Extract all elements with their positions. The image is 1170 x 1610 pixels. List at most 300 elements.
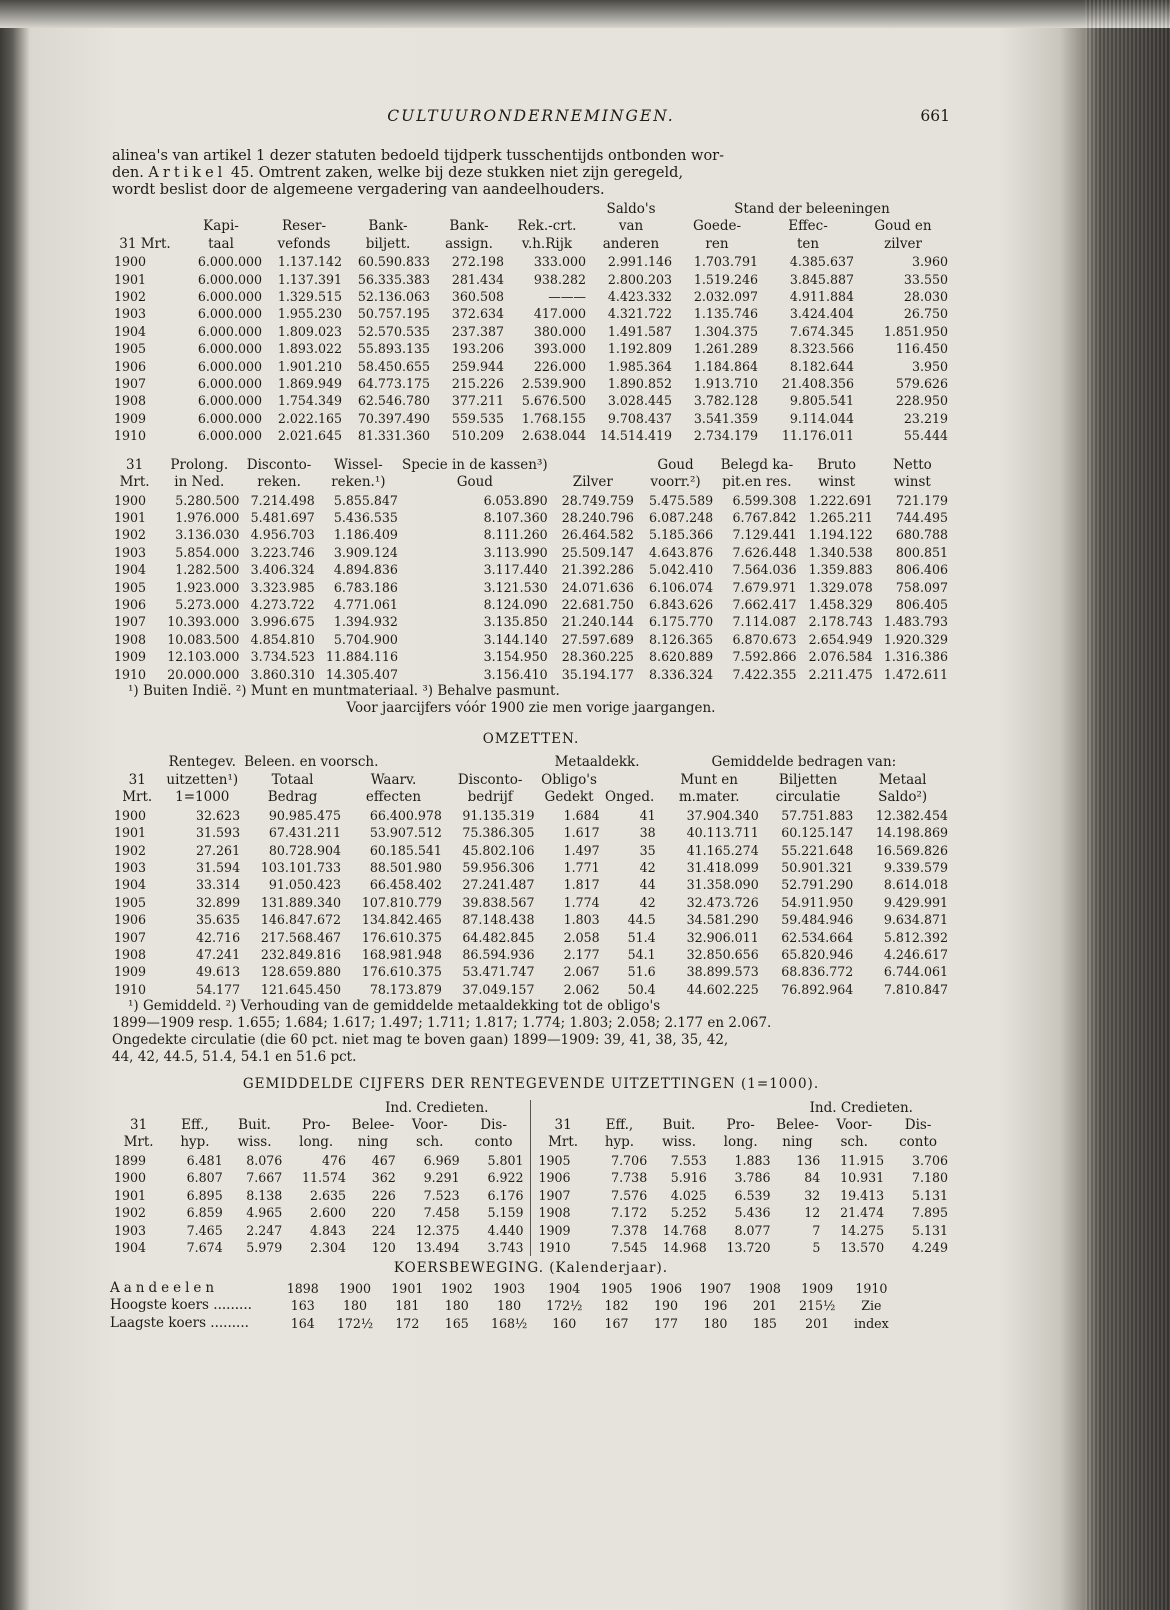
koers-high-cell: 163: [290, 1298, 315, 1314]
koers-high-cell: Zie: [861, 1298, 882, 1314]
year-cell: 1902: [114, 289, 147, 305]
value-cell: 28.749.759: [561, 492, 634, 508]
header-cell: Belee-: [776, 1117, 819, 1134]
year-cell: 1900: [114, 254, 147, 270]
value-cell: 333.000: [533, 254, 586, 270]
value-cell: 21.392.286: [561, 562, 634, 578]
value-cell: 4.956.703: [250, 527, 315, 543]
value-cell: 52.570.535: [357, 323, 430, 339]
value-cell: 9.339.579: [883, 859, 948, 875]
value-cell: 758.097: [895, 579, 948, 595]
value-cell: 31.593: [196, 825, 241, 841]
value-cell: 62.546.780: [357, 393, 430, 409]
koers-aandeelen-label: Aandeelen: [110, 1279, 219, 1296]
value-cell: 10.931: [840, 1170, 885, 1186]
value-cell: 6.922: [487, 1170, 524, 1186]
header-cell: Mrt.: [119, 474, 150, 491]
value-cell: 559.535: [451, 410, 504, 426]
value-cell: 8.077: [734, 1222, 771, 1238]
value-cell: 26.464.582: [561, 527, 634, 543]
value-cell: 7: [812, 1222, 821, 1238]
value-cell: 4.440: [487, 1222, 524, 1238]
value-cell: 1.684: [563, 807, 600, 823]
value-cell: 3.960: [911, 254, 948, 270]
header-cell: Obligo's: [541, 771, 597, 788]
value-cell: 1.394.932: [333, 614, 398, 630]
value-cell: 3.135.850: [483, 614, 548, 630]
header-cell: [602, 772, 658, 789]
value-cell: 217.568.467: [260, 929, 342, 945]
value-cell: 6.000.000: [197, 393, 262, 409]
table-row: [112, 358, 950, 375]
value-cell: 84: [804, 1170, 821, 1186]
value-cell: 3.113.990: [483, 544, 548, 560]
value-cell: 744.495: [895, 509, 948, 525]
value-cell: 50.4: [627, 981, 656, 997]
value-cell: 6.969: [423, 1152, 460, 1168]
year-cell: 1904: [114, 1239, 147, 1255]
value-cell: 49.613: [196, 964, 241, 980]
value-cell: 5.131: [911, 1187, 948, 1203]
value-cell: 259.944: [451, 358, 504, 374]
value-cell: 393.000: [533, 341, 586, 357]
koers-year-cell: 1910: [855, 1280, 888, 1296]
value-cell: 10.083.500: [167, 631, 240, 647]
value-cell: 362: [371, 1170, 396, 1186]
value-cell: 5.801: [487, 1152, 524, 1168]
omzetten-header-2: [112, 789, 950, 806]
value-cell: 23.219: [903, 410, 948, 426]
table-row: [537, 1204, 951, 1221]
value-cell: 3.136.030: [175, 527, 240, 543]
value-cell: 1.458.329: [808, 596, 873, 612]
koers-low-cell: index: [853, 1315, 889, 1331]
value-cell: 2.600: [310, 1205, 347, 1221]
balance-group-header: [112, 201, 950, 218]
value-cell: 8.076: [246, 1152, 283, 1168]
header-cell: Bruto: [817, 456, 856, 473]
value-cell: 1.137.391: [277, 271, 342, 287]
gemiddelde-right: [531, 1100, 951, 1257]
value-cell: 1.222.691: [808, 492, 873, 508]
value-cell: 57.751.883: [781, 807, 854, 823]
value-cell: 103.101.733: [260, 859, 342, 875]
koers-high-cell: 180: [444, 1298, 469, 1314]
value-cell: 7.738: [611, 1170, 648, 1186]
value-cell: 31.418.099: [686, 859, 759, 875]
year-cell: 1907: [538, 1187, 571, 1203]
value-cell: 9.291: [423, 1170, 460, 1186]
value-cell: 2.635: [310, 1187, 347, 1203]
value-cell: 5.481.697: [250, 509, 315, 525]
header-cell: ning: [357, 1134, 389, 1151]
value-cell: 10.393.000: [167, 614, 240, 630]
value-cell: 32.850.656: [686, 946, 759, 962]
header-cell: m.mater.: [678, 789, 740, 806]
value-cell: 28.240.796: [561, 509, 634, 525]
value-cell: 3.706: [911, 1152, 948, 1168]
value-cell: 5.979: [246, 1239, 283, 1255]
gemiddelde-right-header-2: [537, 1134, 951, 1151]
koers-year-cell: 1902: [440, 1280, 473, 1296]
value-cell: 52.791.290: [781, 877, 854, 893]
value-cell: 2.800.203: [607, 271, 672, 287]
value-cell: 7.592.866: [732, 649, 797, 665]
header-cell: long.: [299, 1134, 334, 1151]
value-cell: 2.178.743: [808, 614, 873, 630]
koers-year-cell: 1905: [600, 1280, 633, 1296]
value-cell: 6.895: [186, 1187, 223, 1203]
year-cell: 1910: [538, 1239, 571, 1255]
koers-year-cell: 1904: [548, 1280, 581, 1296]
value-cell: 7.679.971: [732, 579, 797, 595]
koers-table: [108, 1280, 898, 1333]
table-row: [537, 1239, 951, 1256]
value-cell: 417.000: [533, 306, 586, 322]
year-cell: 1901: [114, 1187, 147, 1203]
table-row: [112, 427, 950, 444]
value-cell: 5.855.847: [333, 492, 398, 508]
value-cell: 220: [371, 1205, 396, 1221]
value-cell: 128.659.880: [260, 964, 342, 980]
value-cell: 136: [796, 1152, 821, 1168]
table-row: [112, 1187, 526, 1204]
value-cell: 70.397.490: [357, 410, 430, 426]
value-cell: 7.553: [670, 1152, 707, 1168]
value-cell: 5: [812, 1239, 821, 1255]
koers-year-cell: 1903: [493, 1280, 526, 1296]
header-cell: Specie in de kassen³): [401, 456, 548, 473]
value-cell: 168.981.948: [361, 946, 442, 962]
gemiddelde-right-body: [537, 1152, 951, 1256]
table-row: [112, 1222, 526, 1239]
header-cell: circulatie: [775, 789, 841, 806]
header-cell: Gedekt: [544, 789, 594, 806]
value-cell: 121.645.450: [260, 981, 342, 997]
value-cell: 3.121.530: [483, 579, 548, 595]
value-cell: 5.159: [487, 1205, 524, 1221]
value-cell: 9.634.871: [883, 912, 948, 928]
koers-low-cell: 165: [444, 1315, 469, 1331]
table-row: [112, 340, 950, 357]
value-cell: 579.626: [895, 376, 948, 392]
koers-year-cell: 1901: [391, 1280, 424, 1296]
value-cell: 134.842.465: [361, 912, 442, 928]
value-cell: 6.767.842: [732, 509, 797, 525]
omzetten-header-1: [112, 772, 950, 789]
table-row: [537, 1222, 951, 1239]
header-cell: Belegd ka-: [720, 456, 794, 473]
value-cell: 52.136.063: [357, 289, 430, 305]
value-cell: 4.894.836: [333, 562, 398, 578]
value-cell: 2.654.949: [808, 631, 873, 647]
value-cell: 8.182.644: [789, 358, 854, 374]
header-cell: Goud en: [874, 218, 932, 235]
value-cell: 6.783.186: [333, 579, 398, 595]
value-cell: 14.768: [662, 1222, 707, 1238]
value-cell: 2.991.146: [607, 254, 672, 270]
value-cell: 1.851.950: [883, 323, 948, 339]
value-cell: 7.465: [186, 1222, 223, 1238]
koers-high-cell: 180: [343, 1298, 368, 1314]
value-cell: 5.436: [734, 1205, 771, 1221]
gemiddelde-right-table: [537, 1100, 951, 1257]
header-cell: pit.en res.: [722, 474, 792, 491]
value-cell: 4.843: [310, 1222, 347, 1238]
value-cell: 6.000.000: [197, 428, 262, 444]
value-cell: 1.329.078: [808, 579, 873, 595]
value-cell: 7.422.355: [732, 666, 797, 682]
value-cell: 1.483.793: [883, 614, 948, 630]
table-row: [112, 544, 950, 561]
value-cell: 7.458: [423, 1205, 460, 1221]
year-cell: 1901: [114, 271, 147, 287]
value-cell: 1.913.710: [693, 376, 758, 392]
value-cell: 1.901.210: [277, 358, 342, 374]
koers-year-cell: 1909: [801, 1280, 834, 1296]
value-cell: 14.305.407: [325, 666, 398, 682]
value-cell: 4.771.061: [333, 596, 398, 612]
value-cell: 37.049.157: [462, 981, 535, 997]
header-cell: 31 Mrt.: [119, 235, 171, 252]
value-cell: 6.000.000: [197, 341, 262, 357]
value-cell: 6.106.074: [649, 579, 714, 595]
value-cell: 1.803: [563, 912, 600, 928]
header-cell: Waarv.: [370, 771, 417, 788]
value-cell: 193.206: [451, 341, 504, 357]
value-cell: 6.053.890: [483, 492, 548, 508]
value-cell: 76.892.964: [781, 981, 854, 997]
value-cell: 176.610.375: [361, 929, 442, 945]
value-cell: 22.681.750: [561, 596, 634, 612]
header-cell: Dis-: [904, 1117, 932, 1134]
value-cell: 228.950: [895, 393, 948, 409]
header-cell: Goud: [456, 474, 493, 491]
year-cell: 1903: [114, 544, 147, 560]
koers-high-cell: 196: [703, 1298, 728, 1314]
value-cell: 66.400.978: [369, 807, 442, 823]
header-cell: wiss.: [237, 1134, 272, 1151]
value-cell: 1.817: [563, 877, 600, 893]
value-cell: 2.021.645: [277, 428, 342, 444]
value-cell: 13.570: [840, 1239, 885, 1255]
value-cell: 5.436.535: [333, 509, 398, 525]
value-cell: 5.812.392: [883, 929, 948, 945]
value-cell: 28.360.225: [561, 649, 634, 665]
table-row: [112, 807, 950, 824]
table-row: [112, 963, 950, 980]
table-row: [112, 323, 950, 340]
table-row: [112, 288, 950, 305]
value-cell: 680.788: [895, 527, 948, 543]
table-row: [112, 648, 950, 665]
value-cell: 88.501.980: [369, 859, 442, 875]
omzetten-footnote-3: Ongedekte circulatie (die 60 pct. niet mag te boven gaan) 1899—1909: 39, 41, 38, 35, 42,: [112, 1032, 729, 1049]
header-cell: 31: [128, 771, 146, 788]
balance-header-2: [112, 236, 950, 253]
value-cell: 12: [804, 1205, 821, 1221]
value-cell: 5.676.500: [521, 393, 586, 409]
value-cell: 7.172: [611, 1205, 648, 1221]
year-cell: 1906: [538, 1170, 571, 1186]
value-cell: 3.541.359: [693, 410, 758, 426]
year-cell: 1906: [114, 596, 147, 612]
value-cell: 3.909.124: [333, 544, 398, 560]
value-cell: 4.911.884: [789, 289, 854, 305]
koers-low-cell: 160: [552, 1315, 577, 1331]
value-cell: 476: [322, 1152, 347, 1168]
value-cell: 54.177: [196, 981, 241, 997]
results-body: [112, 492, 950, 683]
running-title: CULTUURONDERNEMINGEN.: [387, 107, 675, 125]
gemiddelde-left-body: [112, 1152, 526, 1256]
value-cell: 1.893.022: [277, 341, 342, 357]
header-cell: Saldo²): [878, 789, 928, 806]
koers-high-cell: 190: [653, 1298, 678, 1314]
header-cell: anderen: [602, 235, 660, 252]
group-beleen: Beleen. en voorsch.: [244, 754, 379, 771]
value-cell: 8.323.566: [789, 341, 854, 357]
value-cell: 68.836.772: [781, 964, 854, 980]
value-cell: 1.774: [563, 894, 600, 910]
value-cell: 6.000.000: [197, 271, 262, 287]
value-cell: 721.179: [895, 492, 948, 508]
value-cell: 3.156.410: [483, 666, 548, 682]
value-cell: 2.304: [310, 1239, 347, 1255]
value-cell: 8.126.365: [649, 631, 714, 647]
value-cell: 55.893.135: [357, 341, 430, 357]
koers-title: KOERSBEWEGING. (Kalenderjaar).: [393, 1260, 669, 1277]
value-cell: 91.135.319: [462, 807, 535, 823]
value-cell: 4.025: [670, 1187, 707, 1203]
koers-low-cell: 180: [703, 1315, 728, 1331]
header-cell: Belee-: [351, 1117, 395, 1134]
gemiddelde-right-group: [537, 1100, 951, 1117]
value-cell: 40.113.711: [686, 825, 759, 841]
value-cell: 14.198.869: [875, 825, 948, 841]
koers-year-cell: 1907: [699, 1280, 732, 1296]
value-cell: 146.847.672: [260, 912, 342, 928]
value-cell: 1.359.883: [808, 562, 873, 578]
value-cell: 3.424.404: [789, 306, 854, 322]
value-cell: 12.382.454: [875, 807, 948, 823]
header-cell: bedrijf: [467, 789, 513, 806]
header-cell: Mrt.: [123, 1134, 154, 1151]
value-cell: 7.662.417: [732, 596, 797, 612]
year-cell: 1904: [114, 877, 147, 893]
value-cell: 5.916: [670, 1170, 707, 1186]
value-cell: 1.184.864: [693, 358, 758, 374]
year-cell: 1903: [114, 859, 147, 875]
value-cell: 7.114.087: [732, 614, 797, 630]
value-cell: 41.165.274: [686, 842, 759, 858]
omzetten-table: [112, 754, 950, 998]
value-cell: 1.617: [563, 825, 600, 841]
year-cell: 1905: [538, 1152, 571, 1168]
value-cell: 806.406: [895, 562, 948, 578]
koers-low-cell: 201: [805, 1315, 830, 1331]
value-cell: 32: [804, 1187, 821, 1203]
running-head: [112, 108, 950, 134]
value-cell: 3.734.523: [250, 649, 315, 665]
value-cell: 4.273.722: [250, 596, 315, 612]
table-row: [112, 1204, 526, 1221]
value-cell: 54.1: [627, 946, 656, 962]
table-row: [112, 509, 950, 526]
value-cell: 272.198: [451, 254, 504, 270]
value-cell: 7.674: [186, 1239, 223, 1255]
value-cell: 7.667: [246, 1170, 283, 1186]
omzetten-body: [112, 807, 950, 998]
header-cell: wiss.: [661, 1134, 696, 1151]
value-cell: 237.387: [451, 323, 504, 339]
omzetten-title: OMZETTEN.: [482, 730, 580, 747]
value-cell: 81.331.360: [357, 428, 430, 444]
value-cell: 5.273.000: [175, 596, 240, 612]
header-cell: Buit.: [238, 1117, 271, 1134]
value-cell: 6.000.000: [197, 376, 262, 392]
value-cell: 6.870.673: [732, 631, 797, 647]
koers-hoogste-row: [108, 1297, 898, 1315]
table-row: [112, 824, 950, 841]
value-cell: 50.757.195: [357, 306, 430, 322]
value-cell: 32.899: [196, 894, 241, 910]
value-cell: 56.335.383: [357, 271, 430, 287]
value-cell: 7.523: [423, 1187, 460, 1203]
value-cell: 60.185.541: [369, 842, 442, 858]
table-row: [112, 1169, 526, 1186]
value-cell: 1.491.587: [607, 323, 672, 339]
value-cell: 64.773.175: [357, 376, 430, 392]
value-cell: 467: [371, 1152, 396, 1168]
header-cell: Mrt.: [122, 789, 153, 806]
value-cell: 13.720: [726, 1239, 771, 1255]
value-cell: 7.214.498: [250, 492, 315, 508]
value-cell: 8.107.360: [483, 509, 548, 525]
value-cell: 3.782.128: [693, 393, 758, 409]
koers-year-cell: 1908: [748, 1280, 781, 1296]
header-cell: Onged.: [604, 789, 655, 806]
header-cell: van: [618, 218, 644, 235]
value-cell: 58.450.655: [357, 358, 430, 374]
value-cell: 11.176.011: [781, 428, 854, 444]
header-cell: winst: [818, 474, 856, 491]
value-cell: 1.261.289: [693, 341, 758, 357]
value-cell: 44.5: [627, 912, 656, 928]
value-cell: 6.843.626: [649, 596, 714, 612]
value-cell: 33.550: [903, 271, 948, 287]
intro-paragraph: [112, 148, 950, 199]
value-cell: 75.386.305: [462, 825, 535, 841]
gemiddelde-left-header-1: [112, 1117, 526, 1134]
value-cell: 31.358.090: [686, 877, 759, 893]
value-cell: 6.175.770: [649, 614, 714, 630]
koers-hoogste-label: Hoogste koers .........: [110, 1297, 252, 1314]
value-cell: 224: [371, 1222, 396, 1238]
value-cell: 12.375: [415, 1222, 460, 1238]
year-cell: 1900: [114, 492, 147, 508]
value-cell: 5.252: [670, 1205, 707, 1221]
gemiddelde-left: [112, 1100, 531, 1257]
table-row: [112, 526, 950, 543]
year-cell: 1907: [114, 376, 147, 392]
year-cell: 1907: [114, 929, 147, 945]
value-cell: 7.674.345: [789, 323, 854, 339]
value-cell: 6.000.000: [197, 289, 262, 305]
value-cell: 5.854.000: [175, 544, 240, 560]
value-cell: 51.6: [627, 964, 656, 980]
value-cell: 90.985.475: [268, 807, 342, 823]
